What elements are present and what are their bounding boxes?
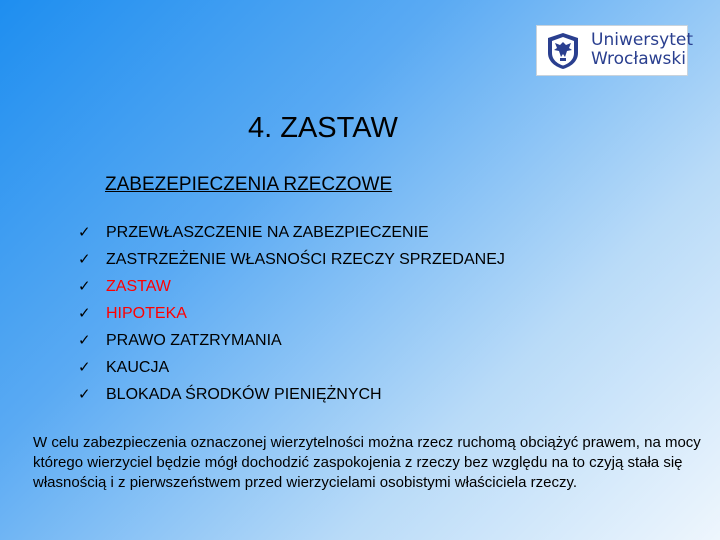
list-item bbox=[78, 273, 505, 300]
checkmark-icon: ✓ bbox=[78, 224, 91, 241]
slide-title: 4. ZASTAW bbox=[248, 112, 398, 144]
list-item bbox=[78, 354, 505, 381]
list-item bbox=[78, 219, 505, 246]
checkmark-icon: ✓ bbox=[78, 332, 91, 349]
list-item-label: HIPOTEKA bbox=[106, 305, 187, 322]
university-logo bbox=[536, 25, 693, 76]
slide-subtitle: ZABEZEPIECZENIA RZECZOWE bbox=[105, 174, 393, 195]
logo-line-1: Uniwersytet bbox=[591, 30, 693, 50]
list-item-label: PRZEWŁASZCZENIE NA ZABEZPIECZENIE bbox=[106, 224, 429, 241]
list-item-label: PRAWO ZATZRYMANIA bbox=[106, 332, 282, 349]
security-types-list bbox=[78, 219, 505, 408]
list-item bbox=[78, 246, 505, 273]
list-item bbox=[78, 327, 505, 354]
list-item-label: KAUCJA bbox=[106, 359, 170, 376]
list-item-label: ZASTAW bbox=[106, 278, 171, 295]
university-name bbox=[591, 31, 693, 69]
checkmark-icon: ✓ bbox=[78, 386, 91, 403]
list-item-label: ZASTRZEŻENIE WŁASNOŚCI RZECZY SPRZEDANEJ bbox=[106, 251, 505, 268]
list-item bbox=[78, 300, 505, 327]
checkmark-icon: ✓ bbox=[78, 278, 91, 295]
logo-line-2: Wrocławski bbox=[591, 49, 686, 69]
university-eagle-crest-icon bbox=[543, 31, 583, 71]
checkmark-icon: ✓ bbox=[78, 359, 91, 376]
checkmark-icon: ✓ bbox=[78, 251, 91, 268]
definition-paragraph: W celu zabezpieczenia oznaczonej wierzytelności można rzecz ruchomą obciążyć prawem, na mocy którego wierzyciel będzie mógł dochodzić zaspokojenia z rzeczy bez względu na to czyją stała się własnością i z pierwszeństwem przed wierzycielami osobistymi właściciela rzeczy. bbox=[33, 434, 701, 491]
list-item-label: BLOKADA ŚRODKÓW PIENIĘŻNYCH bbox=[106, 386, 382, 403]
list-item bbox=[78, 381, 505, 408]
checkmark-icon: ✓ bbox=[78, 305, 91, 322]
